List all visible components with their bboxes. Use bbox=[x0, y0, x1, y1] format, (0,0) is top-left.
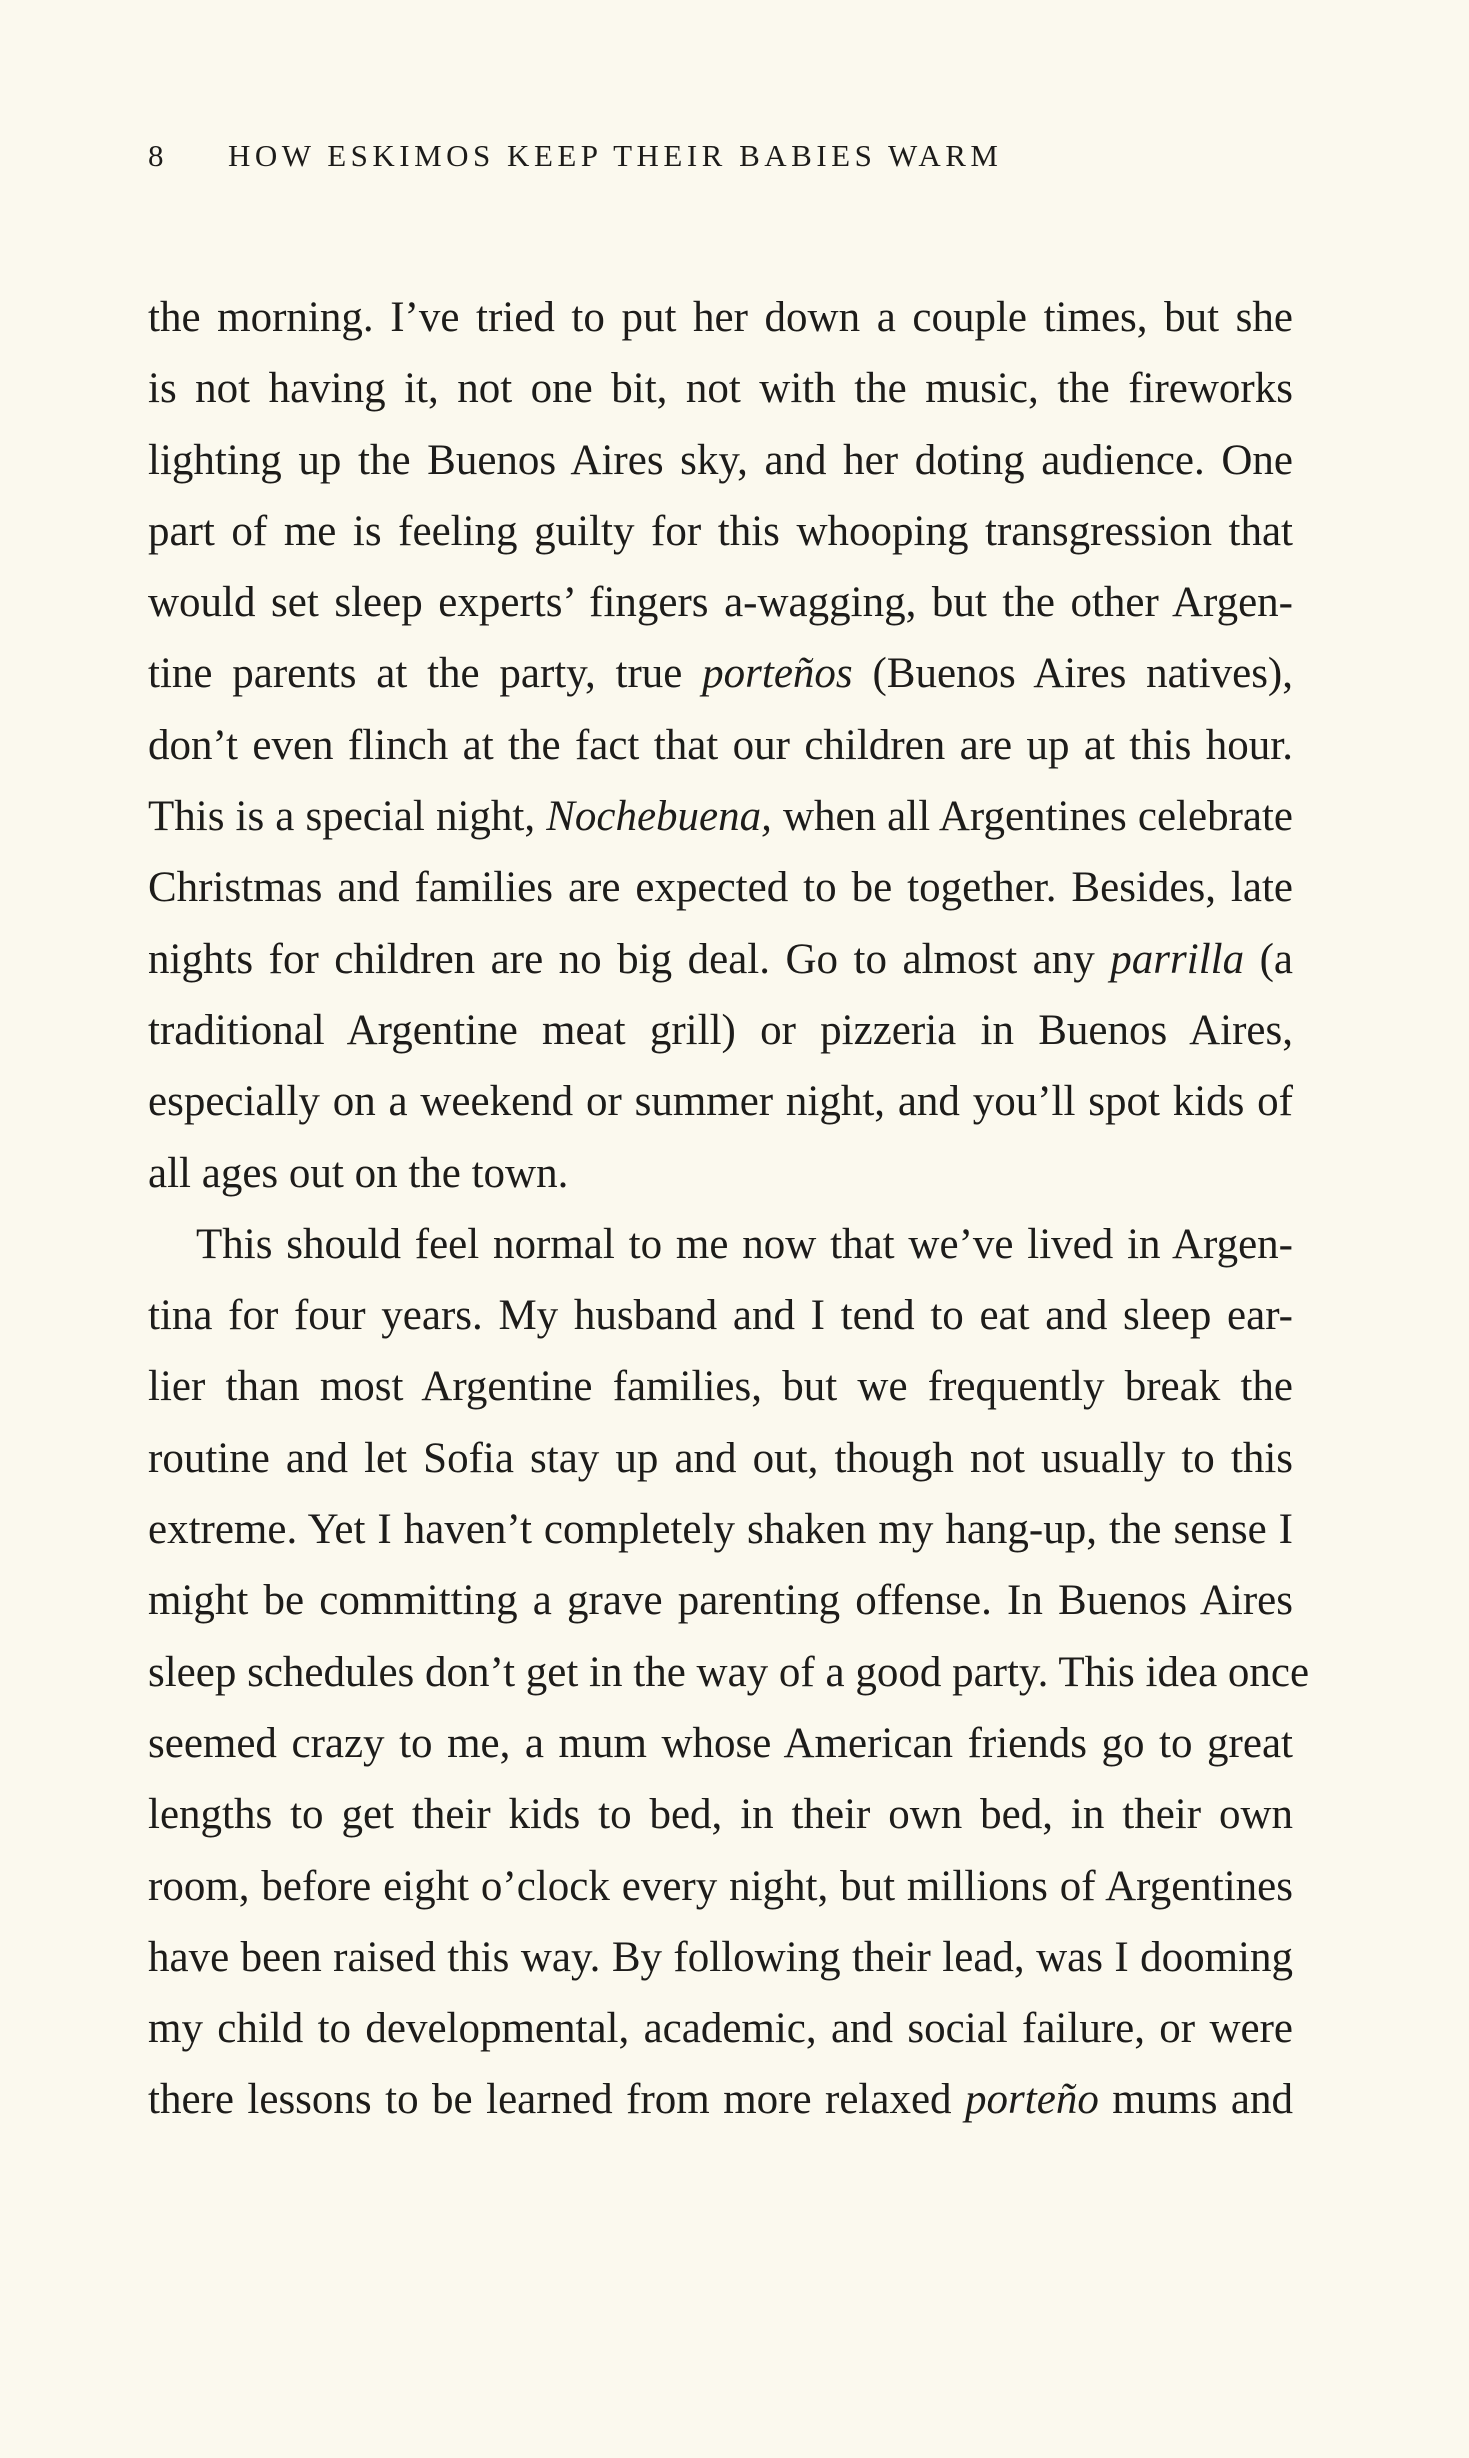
text-line: room, before eight o’clock every night, but millions of Argentines bbox=[148, 1862, 1293, 1910]
italic-term: porteño bbox=[965, 2076, 1099, 2124]
text-line: lengths to get their kids to bed, in their own bed, in their own bbox=[148, 1791, 1293, 1839]
italic-term: parrilla bbox=[1110, 935, 1245, 983]
text-line: would set sleep experts’ fingers a-wagging, but the other Argen- bbox=[148, 579, 1293, 627]
text-line bbox=[148, 781, 1293, 852]
text-line: all ages out on the town. bbox=[148, 1149, 569, 1197]
text-line: the morning. I’ve tried to put her down a couple times, but she bbox=[148, 294, 1293, 341]
text-segment: tine parents at the party, true bbox=[148, 650, 703, 698]
text-line: traditional Argentine meat grill) or pizzeria in Buenos Aires, bbox=[148, 1006, 1293, 1054]
page-number: 8 bbox=[148, 138, 164, 173]
text-line: sleep schedules don’t get in the way of a good party. This idea once bbox=[148, 1648, 1310, 1696]
text-line: my child to developmental, academic, and social failure, or were bbox=[148, 2005, 1293, 2053]
text-line: don’t even flinch at the fact that our children are up at this hour. bbox=[148, 721, 1293, 769]
text-segment: (Buenos Aires natives), bbox=[852, 650, 1293, 698]
text-line bbox=[148, 924, 1293, 995]
text-segment: mums and bbox=[1098, 2076, 1293, 2124]
text-line: lier than most Argentine families, but we frequently break the bbox=[148, 1363, 1293, 1411]
text-line: might be committing a grave parenting offense. In Buenos Aires bbox=[148, 1577, 1293, 1625]
book-title: HOW ESKIMOS KEEP THEIR BABIES WARM bbox=[228, 138, 1003, 173]
text-line: Christmas and families are expected to be together. Besides, late bbox=[148, 864, 1293, 912]
text-line: extreme. Yet I haven’t completely shaken my hang-up, the sense I bbox=[148, 1506, 1293, 1554]
italic-term: porteños bbox=[702, 650, 853, 698]
text-segment: (a bbox=[1244, 935, 1293, 983]
body-text bbox=[148, 282, 1310, 2136]
text-line: is not having it, not one bit, not with the music, the fireworks bbox=[148, 365, 1293, 413]
running-head bbox=[148, 136, 1298, 176]
italic-term: Nochebuena, bbox=[546, 793, 772, 841]
paragraph-2 bbox=[148, 1209, 1310, 2136]
text-line bbox=[148, 638, 1293, 709]
text-line: routine and let Sofia stay up and out, though not usually to this bbox=[148, 1434, 1293, 1482]
text-line: lighting up the Buenos Aires sky, and her doting audience. One bbox=[148, 436, 1293, 484]
text-line: seemed crazy to me, a mum whose American friends go to great bbox=[148, 1719, 1293, 1767]
text-line: especially on a weekend or summer night, and you’ll spot kids of bbox=[148, 1078, 1293, 1126]
paragraph-1 bbox=[148, 282, 1293, 1209]
text-line: have been raised this way. By following their lead, was I dooming bbox=[148, 1933, 1293, 1981]
text-segment: when all Argentines celebrate bbox=[771, 793, 1293, 841]
text-line: tina for four years. My husband and I tend to eat and sleep ear- bbox=[148, 1292, 1293, 1340]
text-line bbox=[148, 2064, 1293, 2135]
text-line: part of me is feeling guilty for this whooping transgression that bbox=[148, 507, 1293, 555]
text-line: This should feel normal to me now that we’ve lived in Argen- bbox=[196, 1220, 1293, 1268]
text-segment: nights for children are no big deal. Go to almost any bbox=[148, 935, 1111, 983]
text-segment: there lessons to be learned from more relaxed bbox=[148, 2076, 966, 2124]
text-segment: This is a special night, bbox=[148, 793, 547, 841]
